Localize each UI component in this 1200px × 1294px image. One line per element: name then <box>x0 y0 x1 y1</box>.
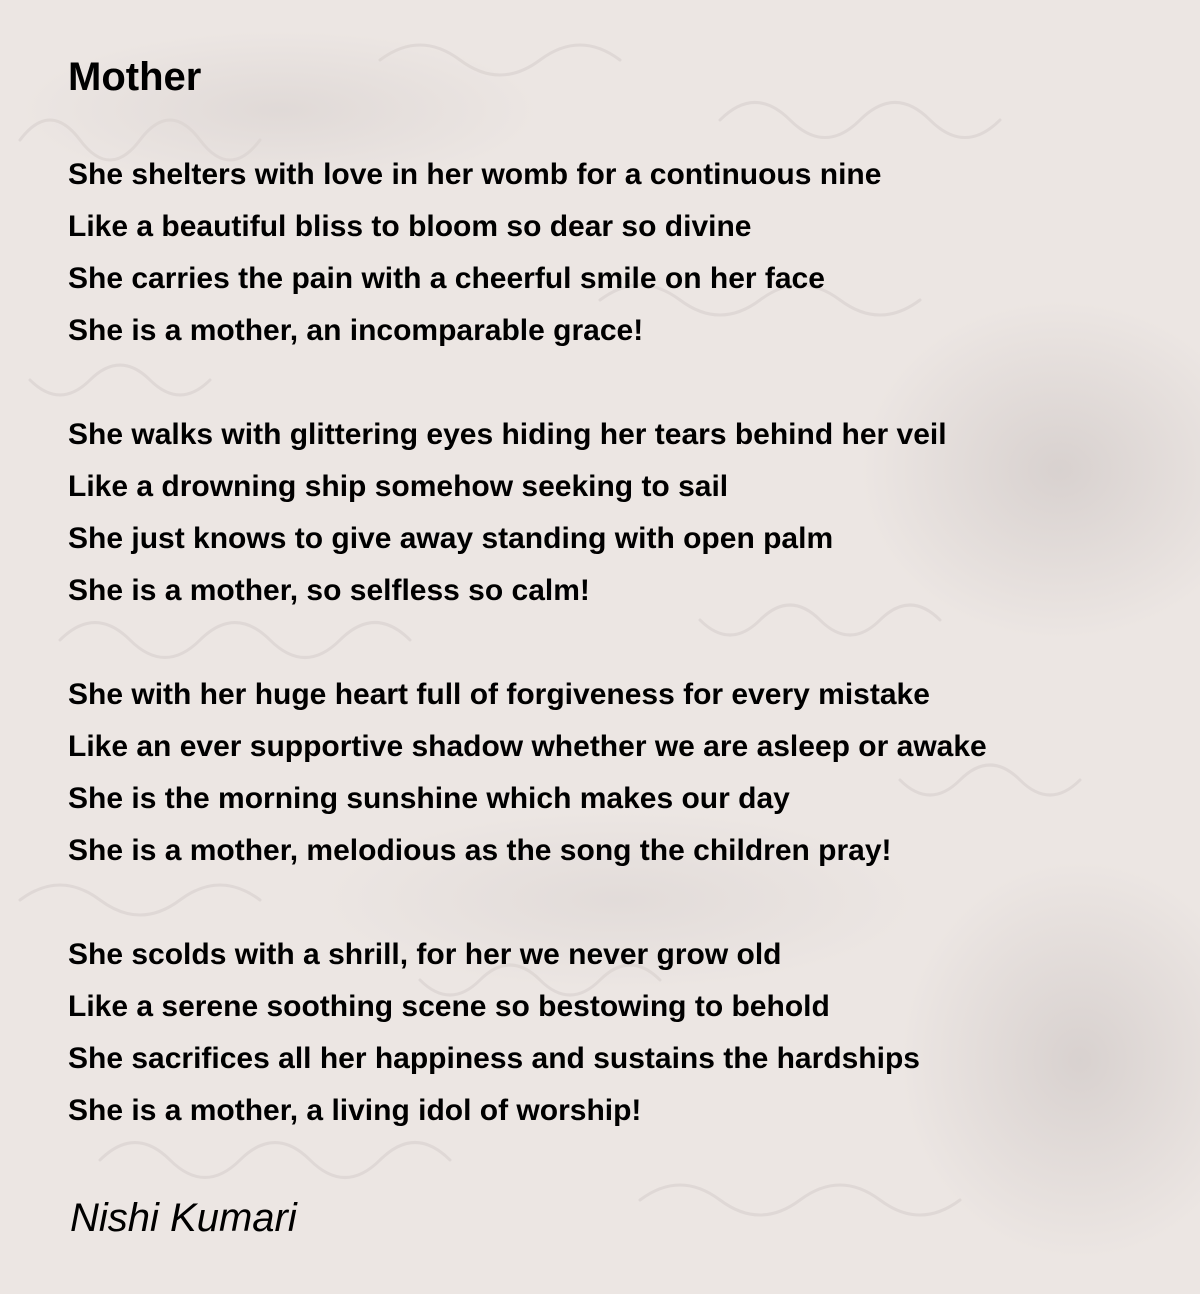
poem-line: She just knows to give away standing with open palm <box>68 522 834 555</box>
poem-line: Like an ever supportive shadow whether we are asleep or awake <box>68 730 987 763</box>
poem-line: Like a drowning ship somehow seeking to sail <box>68 470 729 503</box>
poem-line: She is a mother, so selfless so calm! <box>68 574 590 607</box>
poem-line: She is the morning sunshine which makes our day <box>68 782 790 815</box>
poem-line: She carries the pain with a cheerful smile on her face <box>68 262 825 295</box>
poem-line: She with her huge heart full of forgiveness for every mistake <box>68 678 930 711</box>
poem-line: She sacrifices all her happiness and sustains the hardships <box>68 1042 920 1075</box>
poem-line: She is a mother, an incomparable grace! <box>68 314 644 347</box>
poem-line: She is a mother, a living idol of worship! <box>68 1094 642 1127</box>
poem-line: Like a serene soothing scene so bestowing to behold <box>68 990 830 1023</box>
poem-line: She scolds with a shrill, for her we never grow old <box>68 938 782 971</box>
stanza-3 <box>68 669 1168 877</box>
author-name: Nishi Kumari <box>70 1196 297 1240</box>
poem-line: She walks with glittering eyes hiding her tears behind her veil <box>68 418 947 451</box>
poem-title: Mother <box>68 55 202 99</box>
stanza-2 <box>68 409 1168 617</box>
poem-line: She is a mother, melodious as the song the children pray! <box>68 834 892 867</box>
poem-line: She shelters with love in her womb for a continuous nine <box>68 158 882 191</box>
poem-line: Like a beautiful bliss to bloom so dear so divine <box>68 210 752 243</box>
stanza-4 <box>68 929 1168 1137</box>
stanza-1 <box>68 149 1168 357</box>
